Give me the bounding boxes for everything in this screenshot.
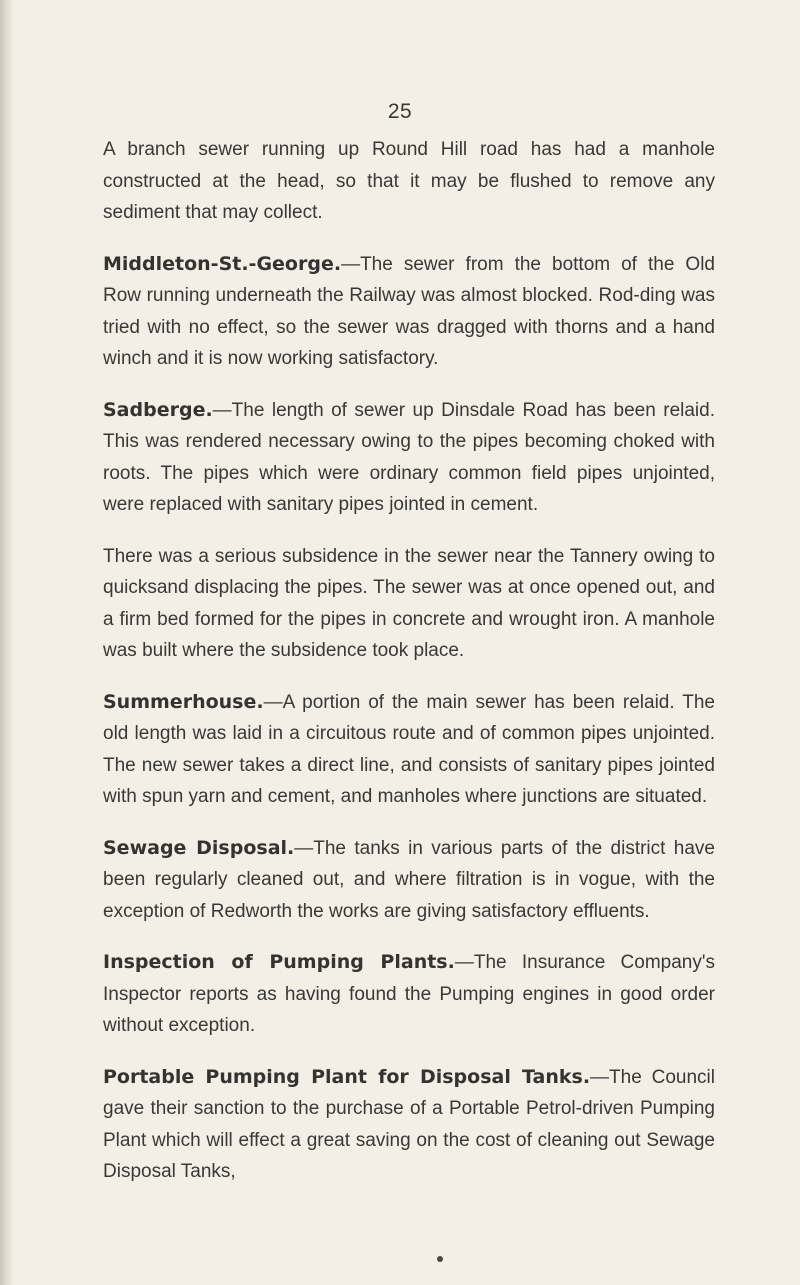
paragraph-heading: Sadberge. (103, 398, 213, 421)
paragraph-inspection-pumping-plants (103, 947, 715, 1042)
paragraph-tannery-subsidence (103, 541, 715, 667)
paragraph-middleton-st-george (103, 249, 715, 375)
paragraph-heading: Middleton-St.-George. (103, 252, 342, 275)
page-number: 25 (387, 100, 413, 123)
ink-speck (437, 1256, 443, 1262)
page-binding-edge (0, 0, 14, 1285)
document-body (103, 134, 715, 1188)
paragraph-heading: Portable Pumping Plant for Disposal Tanks. (103, 1065, 591, 1088)
paragraph-text: There was a serious subsidence in the sewer near the Tannery owing to quicksand displacing the pipes. The sewer was at once opened out, and a firm bed formed for the pipes in concrete and wrought iron. A manhole was built where the subsidence took place. (103, 545, 715, 661)
paragraph-portable-pumping-plant (103, 1062, 715, 1188)
paragraph-text: —The Insurance Company's Inspector reports as having found the Pumping engines in good order without exception. (103, 952, 715, 1036)
paragraph-text: —A portion of the main sewer has been relaid. The old length was laid in a circuitous route and of common pipes unjointed. The new sewer takes a direct line, and consists of sanitary pipes jointed with spun yarn and cement, and manholes where junctions are situated. (103, 691, 715, 807)
paragraph-text: —The sewer from the bottom of the Old Row running underneath the Railway was almost blocked. Rod-ding was tried with no effect, so the sewer was dragged with thorns and a hand winch and it is now working satisfactory. (103, 253, 715, 369)
paragraph-heading: Inspection of Pumping Plants. (103, 951, 455, 973)
paragraph-text: —The tanks in various parts of the district have been regularly cleaned out, and where filtration is in vogue, with the exception of Redworth the works are giving satisfactory effluents. (103, 837, 715, 922)
paragraph-sewage-disposal (103, 833, 715, 928)
paragraph-heading: Summerhouse. (103, 690, 264, 713)
paragraph-text: A branch sewer running up Round Hill road has had a manhole constructed at the head, so that it may be flushed to remove any sediment that may collect. (103, 139, 715, 223)
paragraph-text: —The Council gave their sanction to the purchase of a Portable Petrol-driven Pumping Plant which will effect a great saving on the cost of cleaning out Sewage Disposal Tanks, (103, 1066, 715, 1182)
paragraph-text: —The length of sewer up Dinsdale Road has been relaid. This was rendered necessary owing to the pipes becoming choked with roots. The pipes which were ordinary common field pipes unjointed, were replaced with sanitary pipes jointed in cement. (103, 399, 715, 515)
paragraph-round-hill-sewer (103, 134, 715, 229)
paragraph-sadberge (103, 395, 715, 521)
paragraph-summerhouse (103, 687, 715, 813)
paragraph-heading: Sewage Disposal. (103, 836, 295, 859)
